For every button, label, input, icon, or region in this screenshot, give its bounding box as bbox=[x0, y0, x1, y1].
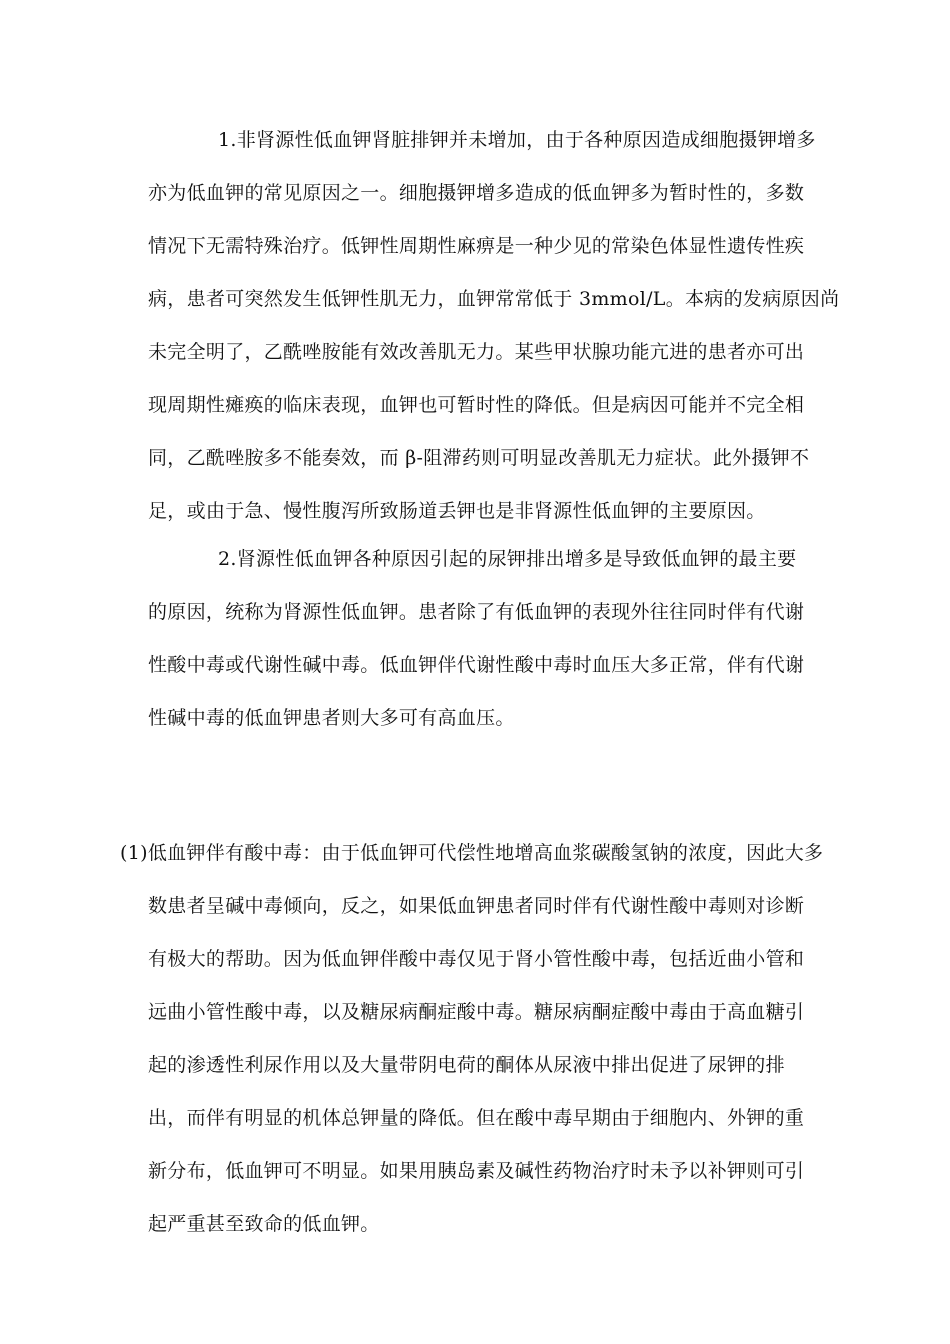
text-line: 起严重甚至致命的低血钾。 bbox=[148, 1213, 380, 1235]
text-line: 有极大的帮助。因为低血钾伴酸中毒仅见于肾小管性酸中毒，包括近曲小管和 bbox=[148, 948, 805, 970]
text-line: 足，或由于急、慢性腹泻所致肠道丢钾也是非肾源性低血钾的主要原因。 bbox=[148, 500, 766, 522]
text-line: 起的渗透性利尿作用以及大量带阴电荷的酮体从尿液中排出促进了尿钾的排 bbox=[148, 1054, 785, 1076]
text-line: 现周期性瘫痪的临床表现，血钾也可暂时性的降低。但是病因可能并不完全相 bbox=[148, 394, 805, 416]
text-line: 亦为低血钾的常见原因之一。细胞摄钾增多造成的低血钾多为暂时性的，多数 bbox=[148, 182, 805, 204]
text-line: (1)低血钾伴有酸中毒：由于低血钾可代偿性地增高血浆碳酸氢钠的浓度，因此大多 bbox=[120, 842, 824, 864]
text-line: 性酸中毒或代谢性碱中毒。低血钾伴代谢性酸中毒时血压大多正常，伴有代谢 bbox=[148, 654, 805, 676]
text-line: 远曲小管性酸中毒，以及糖尿病酮症酸中毒。糖尿病酮症酸中毒由于高血糖引 bbox=[148, 1001, 805, 1023]
text-line: 出，而伴有明显的机体总钾量的降低。但在酸中毒早期由于细胞内、外钾的重 bbox=[148, 1107, 805, 1129]
text-line: 1.非肾源性低血钾肾脏排钾并未增加，由于各种原因造成细胞摄钾增多 bbox=[218, 129, 816, 151]
text-line: 的原因，统称为肾源性低血钾。患者除了有低血钾的表现外往往同时伴有代谢 bbox=[148, 601, 805, 623]
text-line: 新分布，低血钾可不明显。如果用胰岛素及碱性药物治疗时未予以补钾则可引 bbox=[148, 1160, 805, 1182]
text-line: 未完全明了，乙酰唑胺能有效改善肌无力。某些甲状腺功能亢进的患者亦可出 bbox=[148, 341, 805, 363]
text-line: 情况下无需特殊治疗。低钾性周期性麻痹是一种少见的常染色体显性遗传性疾 bbox=[148, 235, 805, 257]
text-line: 性碱中毒的低血钾患者则大多可有高血压。 bbox=[148, 707, 515, 729]
text-line: 2.肾源性低血钾各种原因引起的尿钾排出增多是导致低血钾的最主要 bbox=[218, 548, 797, 570]
text-line: 数患者呈碱中毒倾向，反之，如果低血钾患者同时伴有代谢性酸中毒则对诊断 bbox=[148, 895, 805, 917]
text-line: 病，患者可突然发生低钾性肌无力，血钾常常低于 3mmol/L。本病的发病原因尚 bbox=[148, 288, 840, 310]
text-line: 同，乙酰唑胺多不能奏效，而 β-阻滞药则可明显改善肌无力症状。此外摄钾不 bbox=[148, 447, 810, 469]
